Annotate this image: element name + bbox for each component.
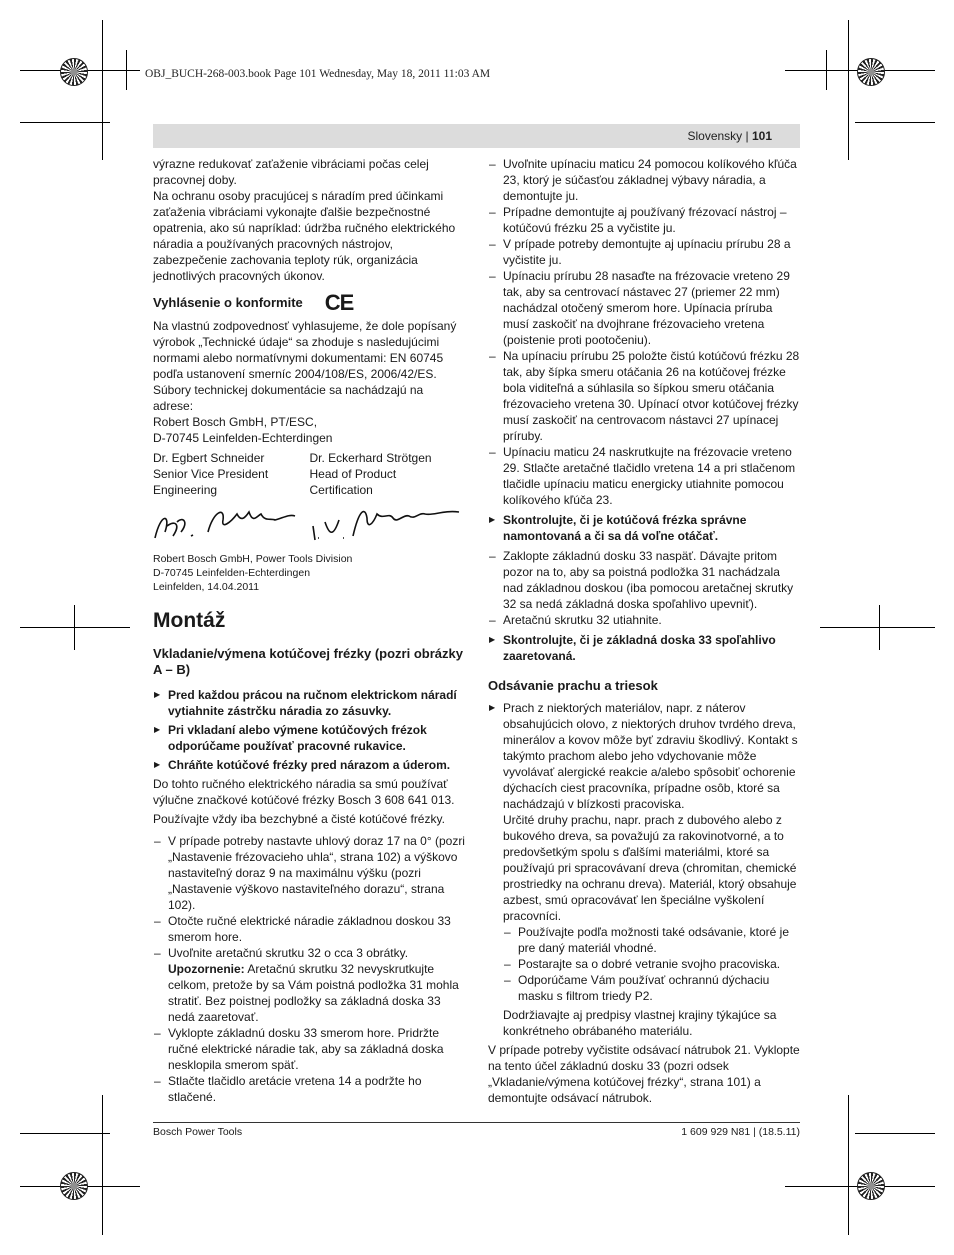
- registration-target-icon: [857, 58, 885, 86]
- paragraph: Dodržiavajte aj predpisy vlastnej krajiny týkajúce sa konkrétneho obrábaného materiálu.: [503, 1008, 777, 1038]
- list-item: – Postarajte sa o dobré vetranie svojho pracoviska.: [488, 956, 800, 972]
- section-heading: Vyhlásenie o konformite: [153, 295, 303, 310]
- warning-item: ▶ Pred každou prácou na ručnom elektrickom náradí vytiahnite zástrčku náradia zo zásuvky.: [153, 687, 466, 719]
- list-item: – Upínaciu prírubu 28 nasaďte na frézovacie vreteno 29 tak, aby sa centrovací nástavec 27 (priemer 22 mm) nachádzal otočený smerom hore. Upínacia príruba musí zaskočiť na dvojhrane frézovacieho vretena (poistenie proti pootočeniu).: [488, 268, 800, 348]
- paragraph: Určité druhy prachu, napr. prach z dubového alebo z bukového dreva, sa považujú za rakovinotvorné, a to predovšetkým spolu s ďalšími materiálmi, ktoré sa používajú pri spracovávaní dreva (chromitan, chemické prostriedky na ochranu dreva). Materiál, ktorý obsahuje azbest, smú opracovávať len špeciálne vyškolení pracovníci.: [503, 813, 797, 923]
- signer-1: Dr. Egbert Schneider Senior Vice President Engineering: [153, 451, 269, 497]
- left-column: [153, 156, 466, 1105]
- steps-list: [153, 833, 466, 1105]
- registration-target-icon: [60, 1172, 88, 1200]
- footer-rule: [153, 1122, 800, 1123]
- paragraph: Do tohto ručného elektrického náradia sa smú používať výlučne značkové kotúčové frézky Bosch 3 608 641 013.: [153, 777, 455, 807]
- conformity-heading-row: [153, 290, 466, 315]
- paragraph: Používajte vždy iba bezchybné a čisté kotúčové frézky.: [153, 812, 445, 826]
- header-language: Slovensky: [687, 129, 743, 143]
- section-heading: Odsávanie prachu a triesok: [488, 678, 658, 693]
- address-line: Robert Bosch GmbH, PT/ESC,: [153, 415, 318, 429]
- registration-target-icon: [60, 58, 88, 86]
- list-item: – Prípadne demontujte aj používaný frézovací nástroj – kotúčovú frézku 25 a vyčistite ju.: [488, 204, 800, 236]
- paragraph: Súbory technickej dokumentácie sa nachádzajú na adrese:: [153, 383, 424, 413]
- company-line: D-70745 Leinfelden-Echterdingen: [153, 567, 311, 579]
- check-item: ▶ Skontrolujte, či je základná doska 33 spoľahlivo zaaretovaná.: [488, 632, 800, 664]
- registration-target-icon: [857, 1172, 885, 1200]
- list-item: – Odporúčame Vám používať ochrannú dýchaciu masku s filtrom triedy P2.: [488, 972, 800, 1004]
- list-item: – V prípade potreby nastavte uhlový doraz 17 na 0° (pozri „Nastavenie frézovacieho uhla“, strana 102) a výškovo nastaviteľný doraz 9 na maximálnu výšku (pozri „Nastavenie výškovo nastaviteľného dorazu“, strana 102).: [153, 833, 466, 913]
- print-info-line: OBJ_BUCH-268-003.book Page 101 Wednesday, May 18, 2011 11:03 AM: [145, 68, 491, 80]
- warning-item: ▶ Pri vkladaní alebo výmene kotúčových frézok odporúčame používať pracovné rukavice.: [153, 722, 466, 754]
- ce-mark-icon: CE: [324, 290, 354, 315]
- page-header: Slovensky | 101: [153, 124, 800, 148]
- list-item: – Aretačnú skrutku 32 utiahnite.: [488, 612, 800, 628]
- footer-right: 1 609 929 N81 | (18.5.11): [681, 1126, 800, 1138]
- list-item: – Upínaciu maticu 24 naskrutkujte na frézovacie vreteno 29. Stlačte aretačné tlačidlo vretena 14 a pri stlačenom tlačidle upínaciu maticu energicky utiahnite pomocou kolíkového kľúča 23.: [488, 444, 800, 508]
- paragraph: Na ochranu osoby pracujúcej s náradím pred účinkami zaťaženia vibráciami vykonajte ďalšie bezpečnostné opatrenia, ako sú napríklad: údržba ručného elektrického náradia a používaných pracovných nástrojov, zabezpečenie zachovania teploty rúk, organizácia jednotlivých pracovných úkonov.: [153, 189, 456, 283]
- list-item: – V prípade potreby demontujte aj upínaciu prírubu 28 a vyčistite ju.: [488, 236, 800, 268]
- list-item: – Používajte podľa možnosti také odsávanie, ktoré je pre daný materiál vhodné.: [488, 924, 800, 956]
- right-column: [488, 156, 800, 1106]
- paragraph: V prípade potreby vyčistite odsávací nátrubok 21. Vyklopte na tento účel základnú dosku 33 (pozri odsek „Vkladanie/výmena kotúčovej frézky“, strana 101) a demontujte odsávací nátrubok.: [488, 1043, 800, 1105]
- company-line: Robert Bosch GmbH, Power Tools Division: [153, 553, 353, 565]
- address-line: D-70745 Leinfelden-Echterdingen: [153, 431, 333, 445]
- list-item: – Uvoľnite upínaciu maticu 24 pomocou kolíkového kľúča 23, ktorý je súčasťou základnej výbavy náradia, a demontujte ju.: [488, 156, 800, 204]
- check-item: ▶ Skontrolujte, či je kotúčová frézka správne namontovaná a či sa dá voľne otáčať.: [488, 512, 800, 544]
- footer-left: Bosch Power Tools: [153, 1126, 243, 1138]
- list-item: – Zaklopte základnú dosku 33 naspäť. Dávajte pritom pozor na to, aby sa poistná podložka 31 nachádzala nad základnou doskou (iba pomocou aretačnej skrutky 32 sa nedá základná doska spoľahlivo upevniť).: [488, 548, 800, 612]
- company-line: Leinfelden, 14.04.2011: [153, 581, 260, 593]
- section-heading: Vkladanie/výmena kotúčovej frézky (pozri obrázky A – B): [153, 646, 463, 677]
- paragraph: výrazne redukovať zaťaženie vibráciami počas celej pracovnej doby.: [153, 157, 429, 187]
- list-item: – Stlačte tlačidlo aretácie vretena 14 a podržte ho stlačené.: [153, 1073, 466, 1105]
- signer-2: Dr. Eckerhard Strötgen Head of Product Certification: [309, 451, 432, 497]
- warning-item: ▶ Chráňte kotúčové frézky pred nárazom a úderom.: [153, 757, 466, 773]
- paragraph: ▶ Prach z niektorých materiálov, napr. z náterov obsahujúcich olovo, z niektorých druhov tvrdého dreva, minerálov a kovov môže byť zdraviu škodlivý. Kontakt s takýmto prachom alebo jeho vdychovanie môže vyvolávať alergické reakcie a/alebo spôsobiť ochorenie dýchacích ciest pracovníka, prípadne osôb, ktoré sa nachádzajú v blízkosti pracoviska.: [488, 700, 800, 812]
- list-item: – Otočte ručné elektrické náradie základnou doskou 33 smerom hore.: [153, 913, 466, 945]
- list-item: – Na upínaciu prírubu 25 položte čistú kotúčovú frézku 28 tak, aby šípka smeru otáčania 26 na kotúčovej frézke bola viditeľná a súhlasila so šípkou smeru otáčania frézovacieho vretena 30. Upínací otvor kotúčovej frézky musí zaskočiť na centrovacom nástavci 27 upínacej príruby.: [488, 348, 800, 444]
- signers: [153, 450, 466, 498]
- list-item: – Vyklopte základnú dosku 33 smerom hore. Pridržte ručné elektrické náradie tak, aby sa základná doska nesklopila smerom späť.: [153, 1025, 466, 1073]
- section-title: Montáž: [153, 609, 226, 632]
- signatures-image: [153, 502, 466, 550]
- note: Upozornenie: Aretačnú skrutku 32 nevyskrutkujte celkom, pretože by sa Vám poistná podložka 31 mohla stratiť. Bez poistnej podložky sa základná doska 33 nedá zaaretovať.: [168, 962, 459, 1024]
- page-number: 101: [751, 129, 772, 143]
- paragraph: Na vlastnú zodpovednosť vyhlasujeme, že dole popísaný výrobok „Technické údaje“ sa zhoduje s nasledujúcimi normami alebo normatívnymi dokumentami: EN 60745 podľa ustanovení smerníc 2004/108/ES, 2006/42/ES.: [153, 319, 457, 381]
- list-item: – Uvoľnite aretačnú skrutku 32 o cca 3 obrátky.: [153, 945, 466, 961]
